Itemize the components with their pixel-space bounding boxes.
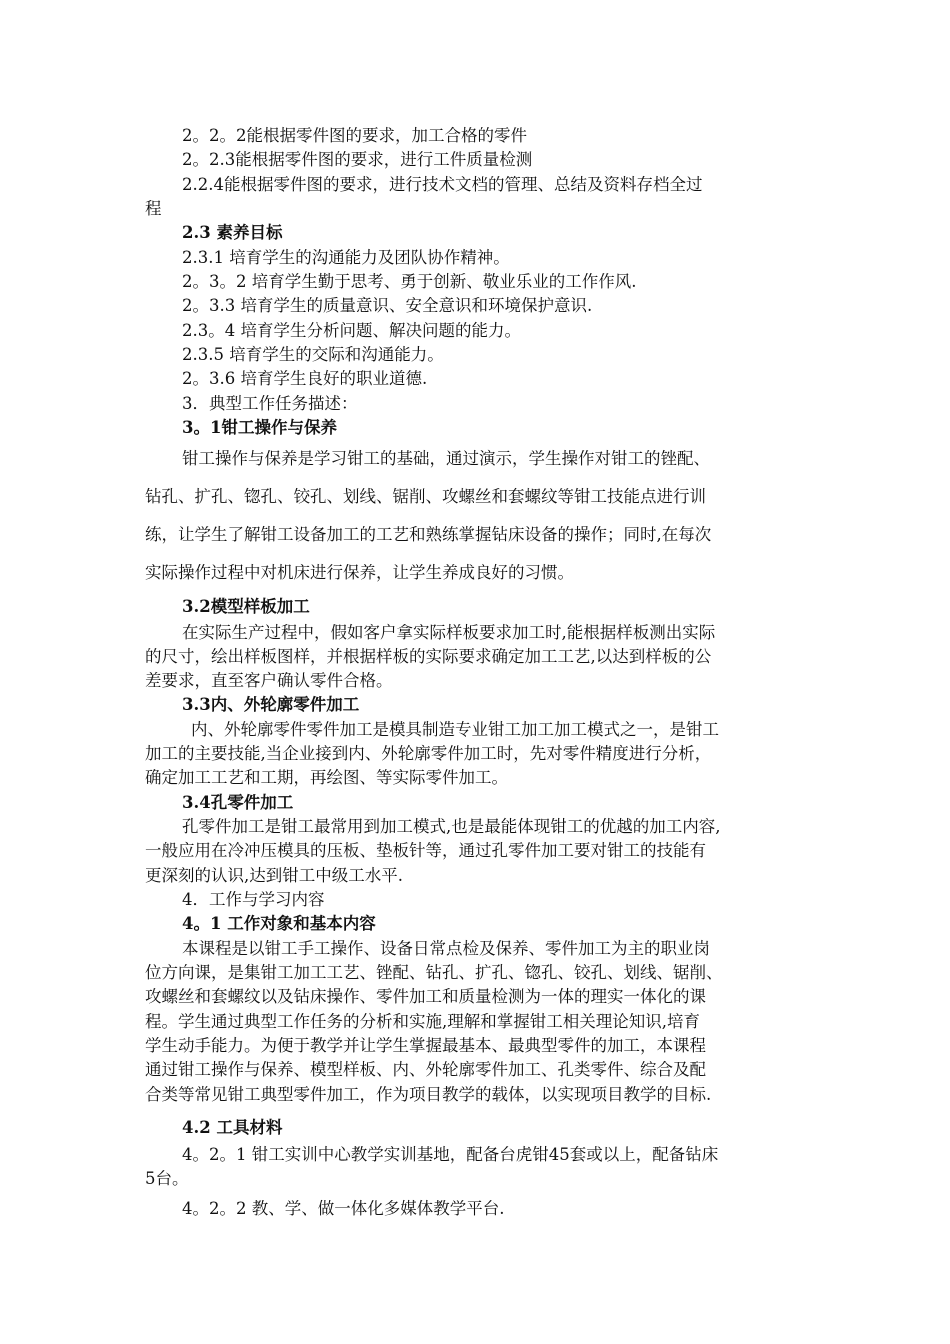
text-line: 本课程是以钳工手工操作、设备日常点检及保养、零件加工为主的职业岗: [182, 939, 710, 958]
text-line: 内、外轮廓零件零件加工是模具制造专业钳工加工加工模式之一，是钳工: [191, 720, 719, 739]
text-line: 确定加工工艺和工期，再绘图、等实际零件加工。: [145, 768, 508, 787]
section-heading: 4。1 工作对象和基本内容: [182, 914, 376, 933]
text-line: 更深刻的认识,达到钳工中级工水平.: [145, 866, 403, 885]
text-line: 2.3.1 培育学生的沟通能力及团队协作精神。: [182, 248, 510, 267]
text-line: 实际操作过程中对机床进行保养，让学生养成良好的习惯。: [145, 563, 574, 582]
text-line: 的尺寸，绘出样板图样，并根据样板的实际要求确定加工工艺,以达到样板的公: [145, 647, 712, 666]
section-heading: 3.4孔零件加工: [182, 793, 294, 812]
text-line: 一般应用在冷冲压模具的压板、垫板针等，通过孔零件加工要对钳工的技能有: [145, 841, 706, 860]
text-line: 合类等常见钳工典型零件加工，作为项目教学的载体，以实现项目教学的目标.: [145, 1085, 712, 1104]
text-line: 程: [145, 199, 162, 218]
section-heading: 3。1钳工操作与保养: [182, 418, 337, 437]
text-line: 在实际生产过程中，假如客户拿实际样板要求加工时,能根据样板测出实际: [182, 623, 716, 642]
text-line: 学生动手能力。为便于教学并让学生掌握最基本、最典型零件的加工，本课程: [145, 1036, 706, 1055]
text-line: 位方向课，是集钳工加工工艺、锉配、钻孔、扩孔、锪孔、铰孔、划线、锯削、: [145, 963, 723, 982]
text-line: 通过钳工操作与保养、模型样板、内、外轮廓零件加工、孔类零件、综合及配: [145, 1060, 706, 1079]
text-line: 4。2。1 钳工实训中心教学实训基地，配备台虎钳45套或以上，配备钻床: [182, 1145, 719, 1164]
section-heading: 2.3 素养目标: [182, 223, 283, 242]
text-line: 2.2.4能根据零件图的要求，进行技术文档的管理、总结及资料存档全过: [182, 175, 703, 194]
section-heading: 4.2 工具材料: [182, 1118, 283, 1137]
text-line: 5台。: [145, 1169, 189, 1188]
text-line: 2.3.5 培育学生的交际和沟通能力。: [182, 345, 444, 364]
text-line: 2。3.3 培育学生的质量意识、安全意识和环境保护意识.: [182, 296, 593, 315]
text-line: 2。2.3能根据零件图的要求，进行工件质量检测: [182, 150, 533, 169]
text-line: 孔零件加工是钳工最常用到加工模式,也是最能体现钳工的优越的加工内容,: [182, 817, 721, 836]
text-line: 加工的主要技能,当企业接到内、外轮廓零件加工时，先对零件精度进行分析，: [145, 744, 712, 763]
text-line: 4。2。2 教、学、做一体化多媒体教学平台.: [182, 1199, 505, 1218]
text-line: 攻螺丝和套螺纹以及钻床操作、零件加工和质量检测为一体的理实一体化的课: [145, 987, 706, 1006]
text-line: 2。2。2能根据零件图的要求，加工合格的零件: [182, 126, 527, 145]
text-line: 钳工操作与保养是学习钳工的基础，通过演示，学生操作对钳工的锉配、: [182, 449, 710, 468]
section-heading: 3.3内、外轮廓零件加工: [182, 695, 360, 714]
text-line: 2。3。2 培育学生勤于思考、勇于创新、敬业乐业的工作作风.: [182, 272, 637, 291]
text-line: 2。3.6 培育学生良好的职业道德.: [182, 369, 428, 388]
section-heading: 3.2模型样板加工: [182, 597, 310, 616]
text-line: 钻孔、扩孔、锪孔、铰孔、划线、锯削、攻螺丝和套螺纹等钳工技能点进行训: [145, 487, 706, 506]
section-heading: 4．工作与学习内容: [182, 890, 325, 909]
text-line: 程。学生通过典型工作任务的分析和实施,理解和掌握钳工相关理论知识,培育: [145, 1012, 700, 1031]
text-line: 差要求，直至客户确认零件合格。: [145, 671, 393, 690]
text-line: 2.3。4 培育学生分析问题、解决问题的能力。: [182, 321, 521, 340]
section-heading: 3．典型工作任务描述：: [182, 394, 358, 413]
text-line: 练，让学生了解钳工设备加工的工艺和熟练掌握钻床设备的操作；同时,在每次: [145, 525, 712, 544]
